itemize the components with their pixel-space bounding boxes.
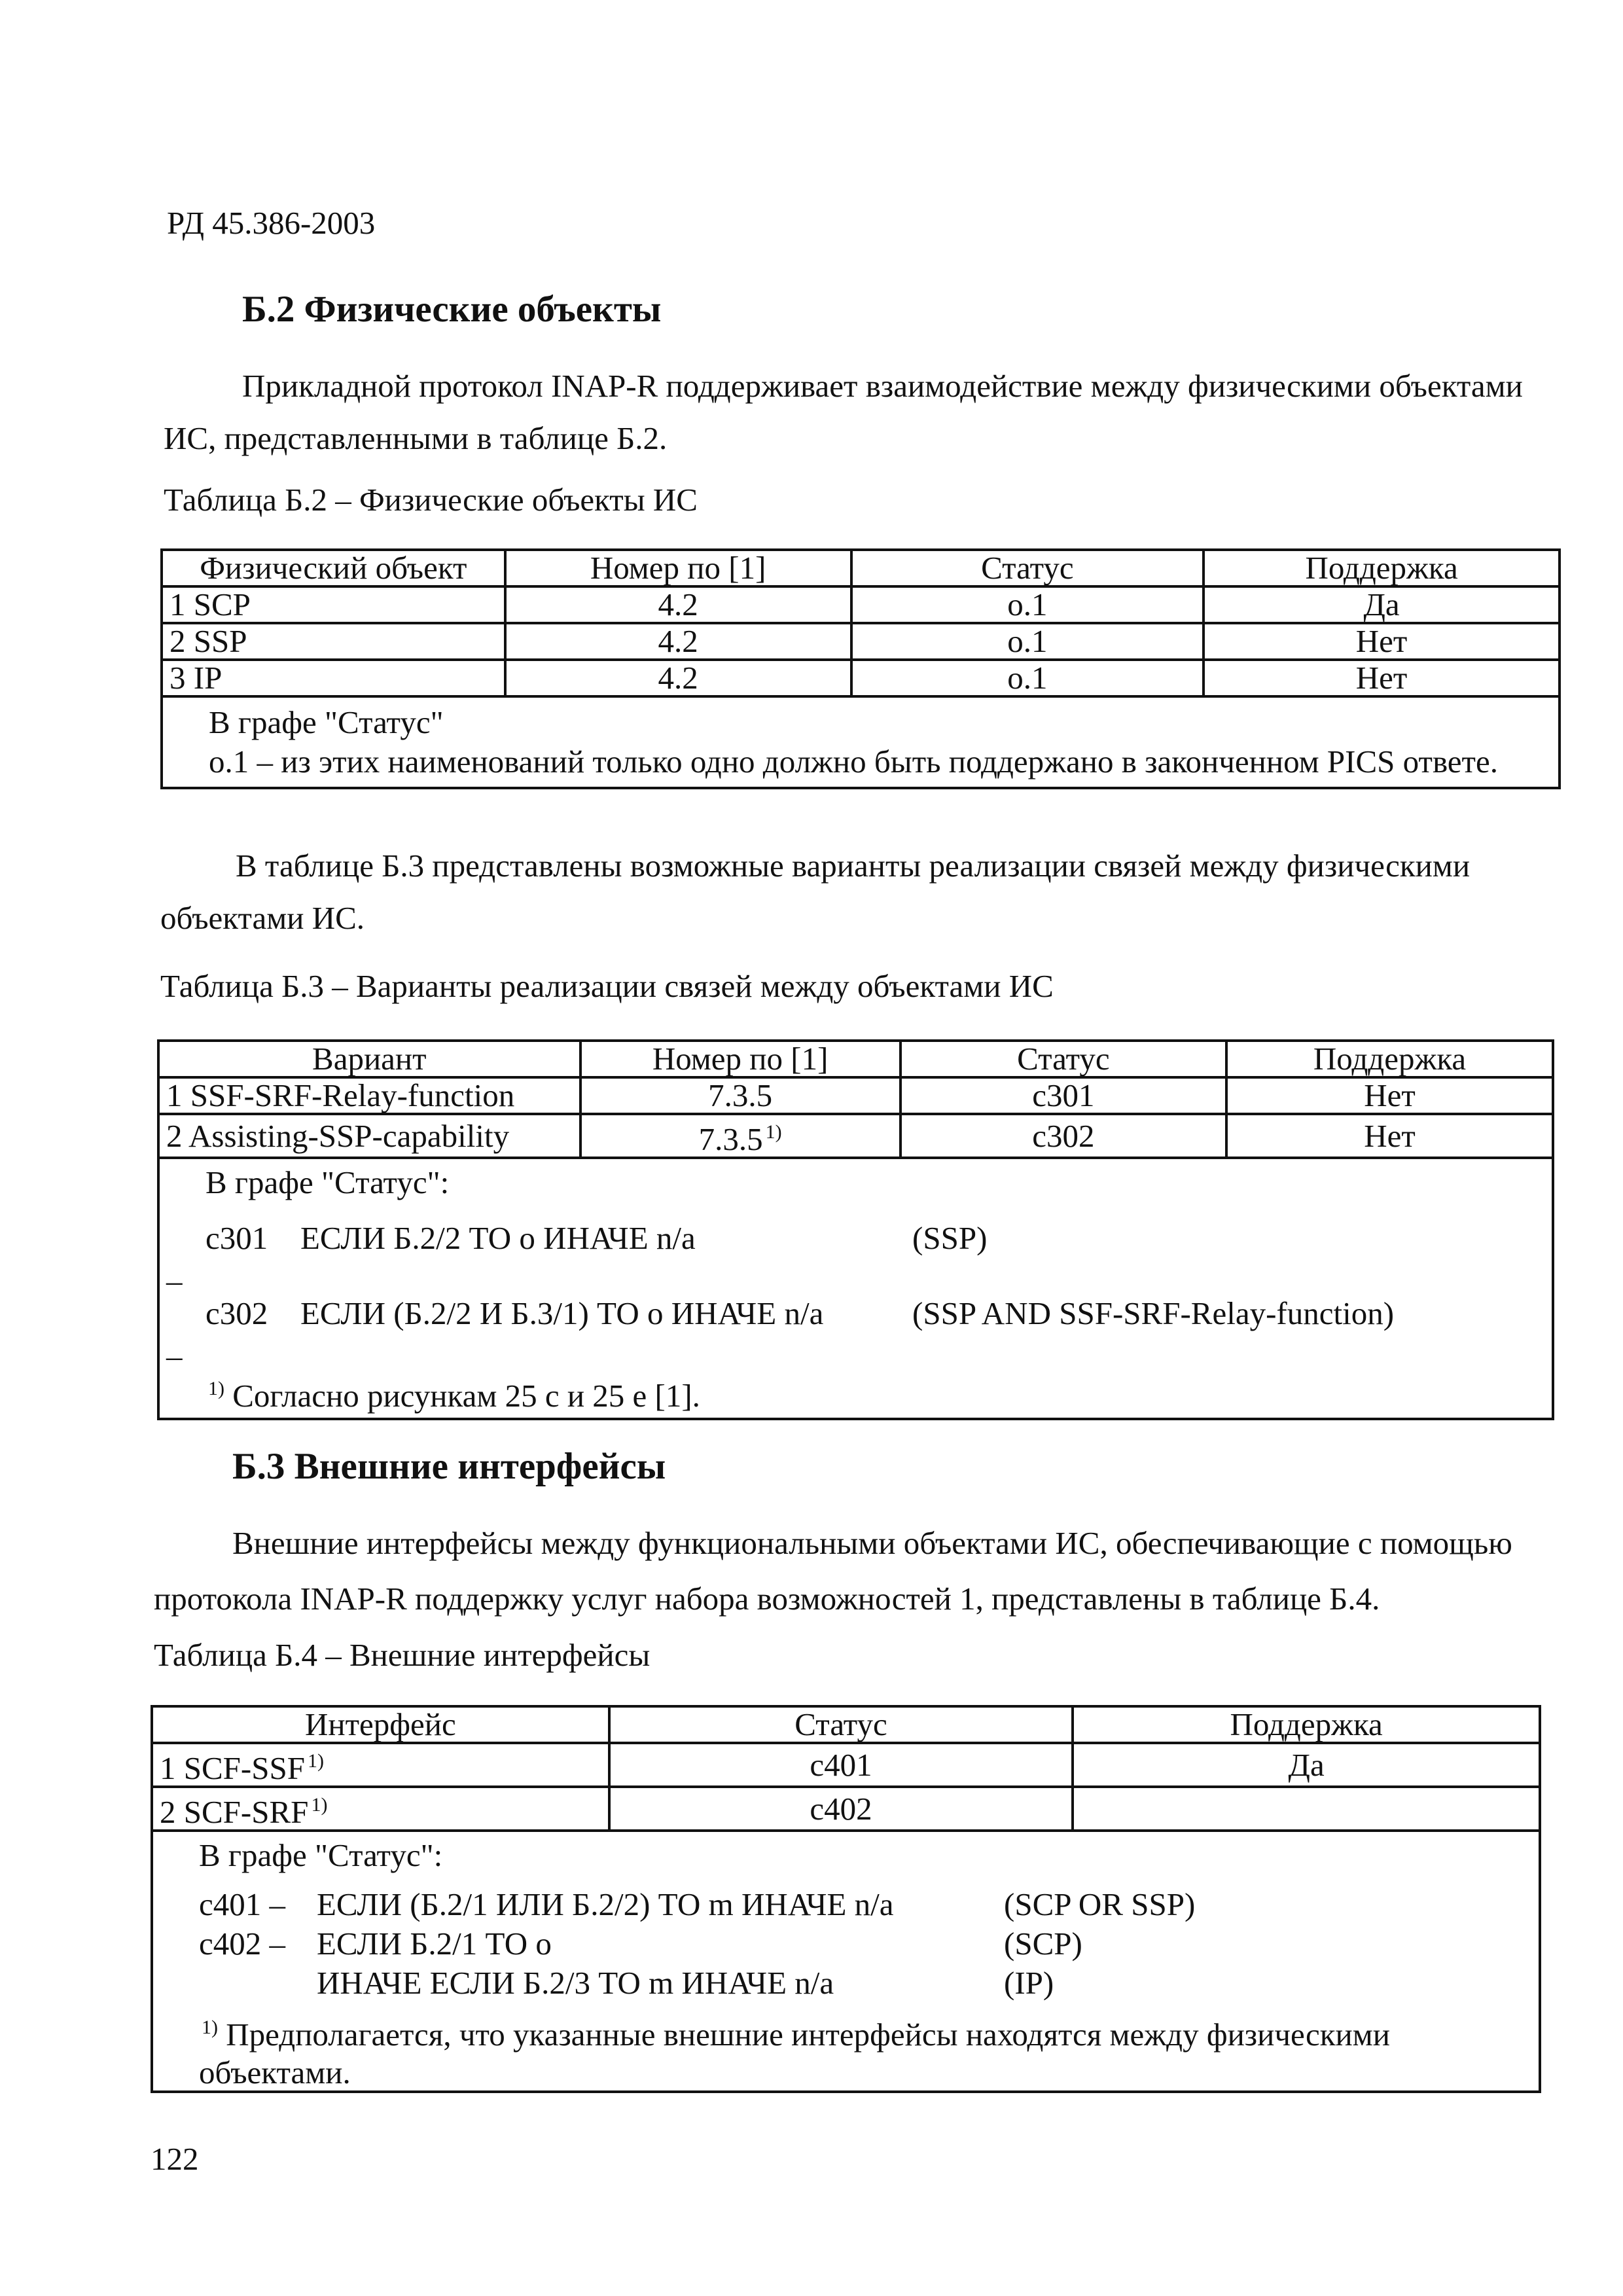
dash-mark: – bbox=[166, 1263, 183, 1299]
table-b4-caption: Таблица Б.4 – Внешние интерфейсы bbox=[154, 1637, 651, 1673]
footnote-marker: 1) bbox=[765, 1121, 782, 1143]
footnote-marker: 1) bbox=[311, 1794, 328, 1816]
table-b3-caption: Таблица Б.3 – Варианты реализации связей между объектами ИС bbox=[160, 968, 1054, 1004]
status-code: c401 – bbox=[199, 1886, 285, 1922]
b2-after-paragraph-line2: объектами ИС. bbox=[160, 900, 365, 936]
footnote-marker: 1) bbox=[208, 1378, 224, 1399]
status-rule: ЕСЛИ (Б.2/1 ИЛИ Б.2/2) ТО m ИНАЧЕ n/a bbox=[317, 1886, 894, 1922]
table-b2-caption: Таблица Б.2 – Физические объекты ИС bbox=[164, 482, 698, 518]
table-cell: 4.2 bbox=[505, 623, 851, 660]
cell-value: 7.3.5 bbox=[698, 1121, 763, 1157]
header-cell: Вариант bbox=[158, 1041, 580, 1077]
header-cell: Номер по [1] bbox=[505, 550, 851, 586]
header-cell: Статус bbox=[901, 1041, 1226, 1077]
cell-value: 1 SCF-SSF bbox=[160, 1750, 306, 1786]
table-cell bbox=[152, 1787, 609, 1831]
table-cell: 1 SSF-SRF-Relay-function bbox=[158, 1077, 580, 1114]
b3-paragraph-line2: протокола INAP-R поддержку услуг набора возможностей 1, представлены в таблице Б.4. bbox=[154, 1581, 1380, 1617]
table-note-row bbox=[162, 696, 1560, 788]
table-header-row bbox=[152, 1706, 1540, 1743]
table-row bbox=[152, 1787, 1540, 1831]
status-code: c302 bbox=[205, 1295, 268, 1331]
table-note-row bbox=[152, 1831, 1540, 2092]
table-cell bbox=[152, 1743, 609, 1787]
table-cell: 3 IP bbox=[162, 660, 505, 696]
header-cell: Поддержка bbox=[1073, 1706, 1540, 1743]
table-note-row bbox=[158, 1158, 1553, 1419]
table-cell: c301 bbox=[901, 1077, 1226, 1114]
table-cell: o.1 bbox=[851, 660, 1204, 696]
table-cell: 4.2 bbox=[505, 660, 851, 696]
footnote-text: Согласно рисункам 25 c и 25 e [1]. bbox=[232, 1378, 700, 1414]
table-header-row bbox=[162, 550, 1560, 586]
footnote-text: Предполагается, что указанные внешние интерфейсы находятся между физическими объектами. bbox=[199, 2017, 1390, 2090]
status-code: c402 – bbox=[199, 1926, 285, 1962]
table-row bbox=[162, 623, 1560, 660]
status-object: (SCP) bbox=[1004, 1926, 1082, 1962]
table-cell: c302 bbox=[901, 1114, 1226, 1158]
status-rule: ЕСЛИ (Б.2/2 И Б.3/1) ТО o ИНАЧЕ n/a bbox=[300, 1295, 824, 1331]
table-row bbox=[158, 1077, 1553, 1114]
table-cell: Да bbox=[1204, 586, 1560, 623]
table-cell: 1 SCP bbox=[162, 586, 505, 623]
b2-paragraph-line2: ИС, представленными в таблице Б.2. bbox=[164, 420, 668, 456]
table-row bbox=[162, 660, 1560, 696]
header-cell: Поддержка bbox=[1204, 550, 1560, 586]
status-code: c301 bbox=[205, 1220, 268, 1256]
table-cell: Нет bbox=[1226, 1077, 1553, 1114]
note-title: В графе "Статус": bbox=[205, 1164, 450, 1200]
header-cell: Номер по [1] bbox=[580, 1041, 901, 1077]
header-cell: Поддержка bbox=[1226, 1041, 1553, 1077]
table-note bbox=[162, 696, 1560, 788]
table-footnote bbox=[205, 1372, 700, 1413]
document-code: РД 45.386-2003 bbox=[167, 205, 376, 241]
table-header-row bbox=[158, 1041, 1553, 1077]
table-cell: Нет bbox=[1204, 623, 1560, 660]
table-cell: 4.2 bbox=[505, 586, 851, 623]
table-cell: o.1 bbox=[851, 623, 1204, 660]
table-row bbox=[158, 1114, 1553, 1158]
status-object: (IP) bbox=[1004, 1965, 1054, 2001]
table-cell: 2 SSP bbox=[162, 623, 505, 660]
header-cell: Физический объект bbox=[162, 550, 505, 586]
cell-value: 2 SCF-SRF bbox=[160, 1794, 309, 1830]
table-cell: Да bbox=[1073, 1743, 1540, 1787]
header-cell: Статус bbox=[609, 1706, 1073, 1743]
note-title: В графе "Статус" bbox=[209, 704, 444, 740]
table-cell: 7.3.5 bbox=[580, 1077, 901, 1114]
status-object: (SCP OR SSP) bbox=[1004, 1886, 1196, 1922]
table-cell: Нет bbox=[1204, 660, 1560, 696]
table-cell bbox=[1073, 1787, 1540, 1831]
header-cell: Интерфейс bbox=[152, 1706, 609, 1743]
b3-paragraph-line1: Внешние интерфейсы между функциональными объектами ИС, обеспечивающие с помощью bbox=[232, 1525, 1512, 1561]
status-rule: ЕСЛИ Б.2/1 ТО o bbox=[317, 1926, 552, 1962]
table-row bbox=[152, 1743, 1540, 1787]
table-b2 bbox=[160, 548, 1561, 789]
table-note bbox=[158, 1158, 1553, 1419]
table-cell: c402 bbox=[609, 1787, 1073, 1831]
table-cell: Нет bbox=[1226, 1114, 1553, 1158]
status-rule: ЕСЛИ Б.2/2 ТО o ИНАЧЕ n/a bbox=[300, 1220, 696, 1256]
section-heading-b3: Б.3 Внешние интерфейсы bbox=[232, 1446, 666, 1487]
b2-paragraph-line1: Прикладной протокол INAP-R поддерживает взаимодействие между физическими объектами bbox=[242, 368, 1523, 404]
status-object: (SSP AND SSF-SRF-Relay-function) bbox=[912, 1295, 1395, 1331]
section-heading-b2: Б.2 Физические объекты bbox=[242, 289, 662, 330]
footnote-marker: 1) bbox=[308, 1750, 325, 1772]
table-cell: 2 Assisting-SSP-capability bbox=[158, 1114, 580, 1158]
status-object: (SSP) bbox=[912, 1220, 988, 1256]
table-b3 bbox=[157, 1039, 1554, 1420]
page-number: 122 bbox=[151, 2141, 199, 2177]
table-note bbox=[152, 1831, 1540, 2092]
table-cell bbox=[580, 1114, 901, 1158]
b2-after-paragraph-line1: В таблице Б.3 представлены возможные варианты реализации связей между физическими bbox=[236, 848, 1471, 884]
table-b4 bbox=[151, 1705, 1541, 2093]
status-rule: ИНАЧЕ ЕСЛИ Б.2/3 ТО m ИНАЧЕ n/a bbox=[317, 1965, 834, 2001]
table-footnote bbox=[160, 2009, 1442, 2092]
table-row bbox=[162, 586, 1560, 623]
table-cell: c401 bbox=[609, 1743, 1073, 1787]
note-line: o.1 – из этих наименований только одно должно быть поддержано в законченном PICS ответе. bbox=[209, 744, 1498, 780]
footnote-marker: 1) bbox=[202, 2017, 218, 2038]
dash-mark: – bbox=[166, 1338, 183, 1374]
header-cell: Статус bbox=[851, 550, 1204, 586]
note-title: В графе "Статус": bbox=[199, 1837, 443, 1873]
table-cell: o.1 bbox=[851, 586, 1204, 623]
